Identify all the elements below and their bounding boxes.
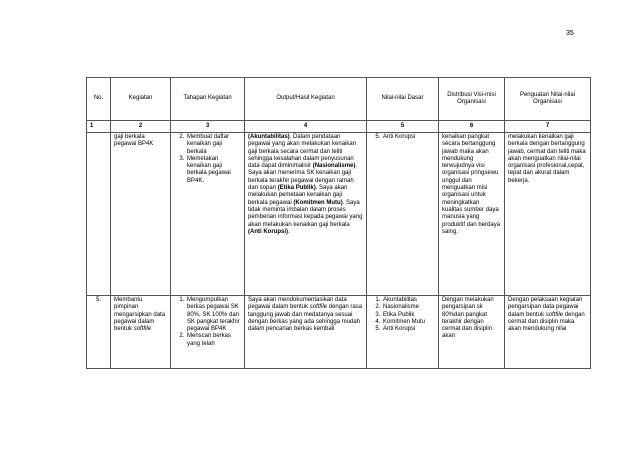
output-text: .	[288, 228, 290, 235]
column-number: 7	[505, 121, 591, 133]
tahapan-item: 3. Memetakan kenaikan gaji berkala pegawai BP4K.	[186, 156, 241, 185]
tahapan-item: 1. Mengumpulkan berkas pegawai SK 80%, SK 100% dan SK pangkat terakhir pegawai BP4K	[186, 297, 241, 333]
table-row	[87, 296, 591, 369]
output-bold-text: (Komitmen Mutu)	[293, 199, 343, 206]
column-number: 1	[87, 121, 111, 133]
output-cell	[245, 133, 367, 296]
kegiatan-italic-text: softfile	[133, 326, 152, 333]
column-number: 6	[439, 121, 505, 133]
tahapan-item: 2. Menscan berkas yang telah	[186, 333, 241, 348]
column-number: 5	[367, 121, 439, 133]
output-text: . Saya akan melakukan pemetaan kenaikan gaji berkala pegawai	[248, 185, 348, 206]
tahapan-list	[174, 134, 241, 185]
output-bold-text: (Anti Korupsi)	[248, 228, 288, 235]
column-number: 4	[245, 121, 367, 133]
header-nilai: Nilai-nilai Dasar	[367, 78, 439, 121]
output-text: Saya akan mendokumentasikan data pegawai dalam bentuk	[248, 297, 347, 311]
output-text: dengan rasa tanggung jawab dan medatanya sesuai dengan berkas yang ada sehingga mudah dalam pencarian berkas kembali	[248, 304, 363, 333]
tahapan-cell	[171, 296, 245, 369]
distribusi-cell: Dengan melakukan pengarsipan sk 80%dan pangkat terakhir dengan cermat dan disiplin akan	[439, 296, 505, 369]
tahapan-item: 2. Membuat daftar kenaikan gaji berkala	[186, 134, 241, 156]
output-cell	[245, 296, 367, 369]
header-penguatan: Penguatan Nilai-nilai Organisasi	[505, 78, 591, 121]
kegiatan-cell	[111, 296, 171, 369]
nilai-cell	[367, 133, 439, 296]
header-no: No.	[87, 78, 111, 121]
penguatan-cell: melakukan kenaikan gaji berkala dengan bertanggung jawab, cermat dan teliti maka akan menguatkan nilai-nilai organisasi profesional,cepat, tepat dan akurat dalam bekerja.	[505, 133, 591, 296]
row-number: 5.	[87, 296, 111, 369]
output-bold-text: (Etika Publik)	[277, 185, 316, 192]
kegiatan-text: Membantu pimpinan mengarsipkan data pegawai dalam bentuk	[114, 297, 166, 333]
penguatan-text: dengan cermat dan disiplin maka akan mendukung nilai	[508, 311, 585, 333]
header-row	[87, 78, 591, 121]
page-number: 35	[566, 30, 574, 37]
nilai-item: 1. Akuntabilitas	[382, 297, 435, 304]
header-distribusi: Distribusi Visi-misi Organisasi	[439, 78, 505, 121]
nilai-list	[370, 297, 435, 333]
kegiatan-cell: gaji berkala pegawai BP4K	[111, 133, 171, 296]
nilai-item: 5. Anti Korupsi	[382, 134, 435, 141]
activity-table	[86, 77, 591, 369]
nilai-cell	[367, 296, 439, 369]
output-bold-text: (Akuntabilitas)	[248, 134, 290, 140]
output-italic-text: softfile	[309, 304, 328, 311]
distribusi-cell: kenaikan pangkat secara bertanggung jawab maka akan mendukung terwujudnya visi organisasi pringsewu unggul dan menguatkan misi organisasi untuk meningkatkan kualitas sumber daya manusia yang produktif dan berdaya saing.	[439, 133, 505, 296]
output-text: . Saya akan menerima SK kenaikan gaji berkala terakhir pegawai dengan ramah dan sopan	[248, 163, 358, 192]
nilai-item: 3. Etika Publik	[382, 312, 435, 319]
table-row	[87, 133, 591, 296]
penguatan-text: Dengan pelaksaan kegiatan pengarsipan data pegawai dalam bentuk	[508, 297, 583, 318]
header-output: Output/Hasil Kegiatan	[245, 78, 367, 121]
tahapan-list	[174, 297, 241, 348]
nilai-item: 4. Komitmen Mutu	[382, 319, 435, 326]
nilai-item: 2. Nasionalisme	[382, 304, 435, 311]
row-number	[87, 133, 111, 296]
header-tahapan: Tahapan Kegiatan	[171, 78, 245, 121]
tahapan-cell	[171, 133, 245, 296]
penguatan-cell	[505, 296, 591, 369]
nilai-list	[370, 134, 435, 141]
column-number-row	[87, 121, 591, 133]
nilai-item: 5. Anti Korupsi	[382, 326, 435, 333]
penguatan-italic-text: softfile	[545, 311, 564, 318]
column-number: 3	[171, 121, 245, 133]
output-bold-text: (Nasionalisme)	[312, 163, 356, 170]
output-text: . Saya tidak meminta imbalan dalam proses pemberian informasi kepada pegawai yang akan melakukan kenaikan gaji berkala	[248, 199, 363, 228]
header-kegiatan: Kegiatan	[111, 78, 171, 121]
output-text: . Dalam pendataan pegawai yang akan melakukan kenaikan gaji berkala secara cermat dan teliti sehingga kesalahan dalam penyusunan data dapat diminimalisir	[248, 134, 357, 170]
column-number: 2	[111, 121, 171, 133]
